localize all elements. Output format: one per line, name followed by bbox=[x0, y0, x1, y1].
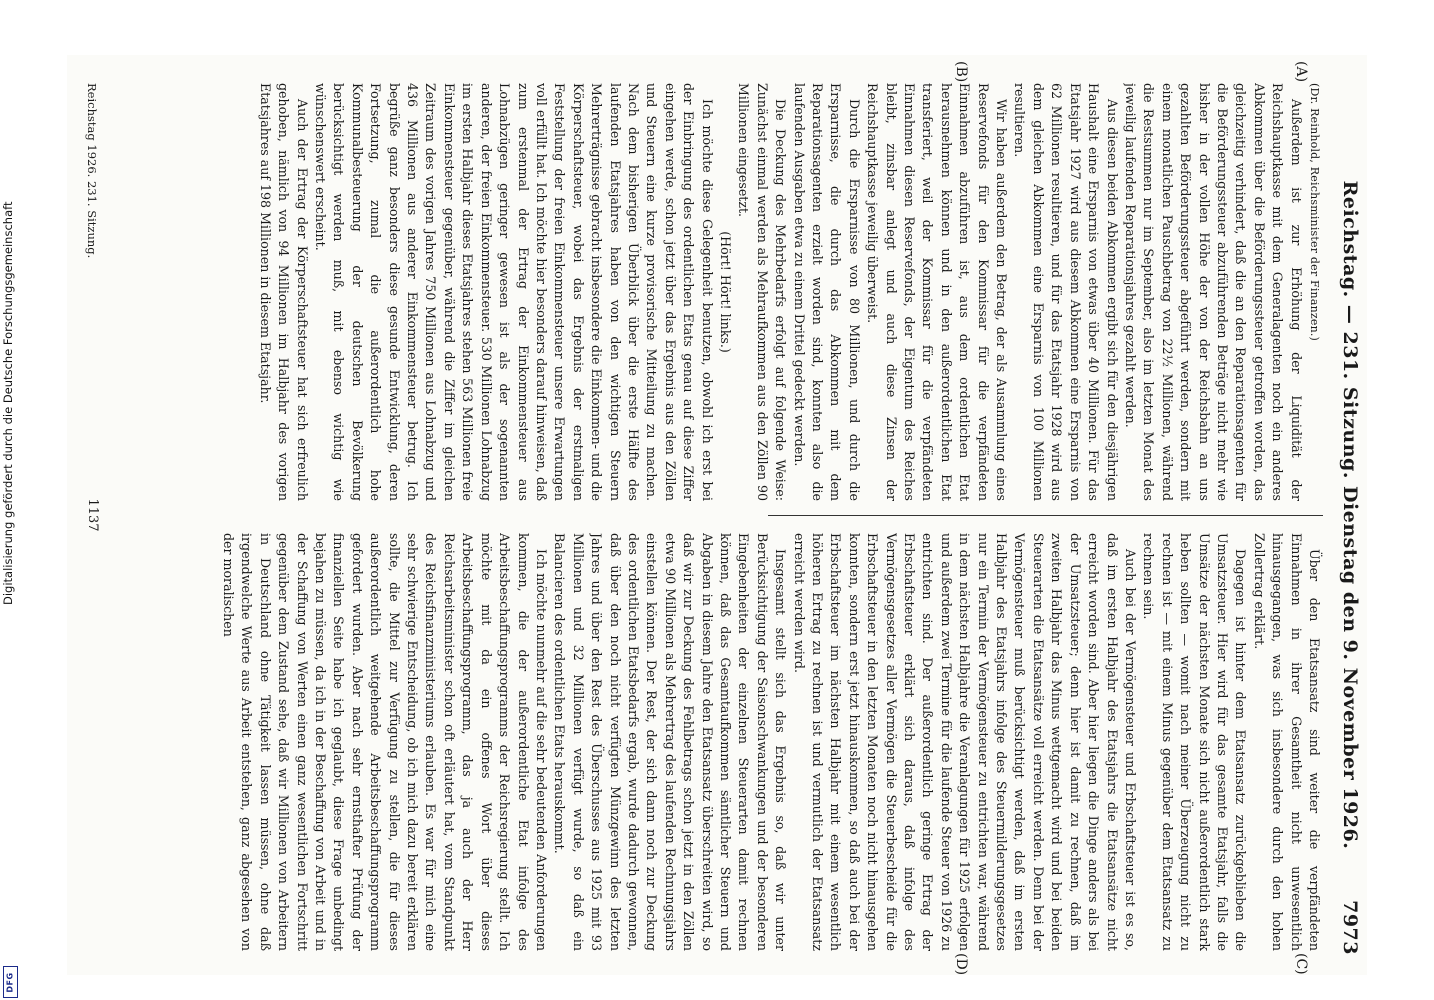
dfg-logo-text: DFG bbox=[6, 971, 16, 993]
paragraph: Auch der Ertrag der Körperschaftsteuer hat sich erfreulich gehoben, nämlich von 94 Millionen im Halbjahr des vorigen Etatsjahres auf 198 Millionen in diesem Etatsjahr. bbox=[257, 83, 310, 501]
paragraph: Dagegen ist hinter dem Etatsansatz zurückgeblieben die Umsatzsteuer. Hier wird für das gesamte Etatsjahr, falls die Umsätze der nächsten Monate sich nicht außerordentlich stark heben sollten — womit nach meiner Überzeugung nicht zu rechnen ist — mit einem Minus gegenüber dem Etatsansatz zu rechnen sein. bbox=[1141, 533, 1249, 951]
sheet-number: 1137 bbox=[85, 498, 100, 532]
margin-marker-b: (B) bbox=[953, 61, 969, 83]
session-footer: Reichstag 1926. 231. Sitzung. bbox=[85, 83, 99, 259]
paragraph: Auch bei der Vermögensteuer und Erbschaftsteuer ist es so, daß im ersten Halbjahr des Etatsjahrs die Etatsansätze nicht erreicht worden sind. Aber hier liegen die Dinge anders als bei der Umsatzsteuer; denn hier ist damit zu rechnen, daß im zweiten Halbjahr das Minus wettgemacht wird und bei beiden Steuerarten die Etatsansätze voll erreicht werden. Denn bei der Vermögensteuer muß berücksichtigt werden, daß im ersten Halbjahr des Etatsjahrs infolge des Steuermilderungsgesetzes nur ein Termin der Vermögensteuer zu entrichten war, während in dem nächsten Halbjahre die Veranlagungen für 1925 erfolgen und außerdem zwei Termine für die laufende Steuer von 1926 zu entrichten sind. Der außerordentlich geringe Ertrag der Erbschaftsteuer erklärt sich daraus, daß infolge des Vermögensgesetzes aller Vermögen die Steuerbescheide für die Erbschaftsteuer in den letzten Monaten noch nicht hinausgehen konnten, sondern erst jetzt hinauskommen, so daß auch bei der Erbschaftsteuer im nächsten Halbjahr mit einem wesentlich höheren Ertrag zu rechnen ist und vermutlich der Etatsansatz erreicht werden wird. bbox=[791, 533, 1138, 951]
page-number: 7973 bbox=[1339, 900, 1361, 955]
left-column bbox=[98, 83, 1323, 501]
page-header bbox=[1331, 75, 1361, 955]
interjection: (Hört! Hört! links.) bbox=[718, 231, 733, 353]
speaker-attribution: (Dr. Reinhold, Reichsminister der Finanzen.) bbox=[1308, 83, 1321, 342]
right-column bbox=[98, 533, 1323, 951]
paragraph: Wir haben außerdem den Betrag, der als Ausammlung eines Reservefonds für den Kommissar für die verpfändeten Einnahmen abzuführen ist, aus dem ordentlichen Etat herausnehmen können und in den außerordentlichen Etat transferiert, weil der Kommissar für die verpfändeten Einnahmen diesen Reservefonds, der Eigentum des Reiches bleibt, zinsbar anlegt und auch diese Zinsen der Reichshauptkasse jeweilig überweist. bbox=[865, 83, 1010, 501]
margin-marker-c: (C) bbox=[1293, 953, 1309, 975]
paragraph: Über den Etatsansatz sind weiter die verpfändeten Einnahmen in ihrer Gesamtheit nicht unwesentlich hinausgegangen, was sich insbesondere durch den hohen Zollertrag erklärt. bbox=[1251, 533, 1322, 951]
margin-marker-d: (D) bbox=[953, 953, 969, 976]
digitization-credit: Digitalisierung gefördert durch die Deutsche Forschungsgemeinschaft bbox=[1, 201, 15, 605]
digitization-strip bbox=[0, 0, 20, 1000]
paragraph: Außerdem ist zur Erhöhung der Liquidität der Reichshauptkasse mit dem Generalagenten noch ein anderes Abkommen über die Beförderungssteuer getroffen worden, das gleichzeitig verhindert, daß die an den Reparationsagenten für die Beförderungssteuer abzuführenden Beträge nicht mehr wie bisher in der vollen Höhe der von der Reichsbahn an uns gezahlten Beförderungssteuer abgeführt werden, sondern mit einem monatlichen Pauschbetrag von 22½ Millionen, während die Restsummen nur im September, also im letzten Monat des jeweilig laufenden Reparationsjahres gezahlt werden. bbox=[1122, 83, 1304, 501]
paragraph: Aus diesen beiden Abkommen ergibt sich für den diesjährigen Haushalt eine Ersparnis von etwas über 40 Millionen. Für das Etatsjahr 1927 wird aus diesem Abkommen eine Ersparnis von 62 Millionen resultieren, und für das Etatsjahr 1928 wird aus dem gleichen Abkommen eine Ersparnis von 100 Millionen resultieren. bbox=[1012, 83, 1120, 501]
page-title: Reichstag. — 231. Sitzung. Dienstag den 9. November 1926. bbox=[1339, 180, 1361, 850]
scanned-page bbox=[67, 55, 1367, 975]
paragraph: Durch die Ersparnisse von 80 Millionen, und durch die Ersparnisse, die durch das Abkommen mit dem Reparationsagenten erzielt worden sind, konnten also die laufenden Ausgaben etwa zu einem Drittel gedeckt werden. bbox=[791, 83, 862, 501]
column-divider bbox=[768, 515, 1323, 516]
paragraph: Die Deckung des Mehrbedarfs erfolgt auf folgende Weise: Zunächst einmal werden als Mehraufkommen aus den Zöllen 90 Millionen eingesetzt. bbox=[736, 83, 789, 501]
paragraph: Ich möchte nunmehr auf die sehr bedeutenden Anforderungen kommen, die der außerordentliche Etat infolge des Arbeitsbeschaffungsprogramms der Reichsregierung stellt. Ich möchte mit da ein offenes Wort über dieses Arbeitsbeschaffungsprogramm, das ja auch der Herr Reichsarbeitsminister schon oft erläutert hat, vom Standpunkt des Reichsfinanzministeriums erlauben. Es war für mich eine sehr schwierige Entscheidung, ob ich mich dazu bereit erklären sollte, die Mittel zur Verfügung zu stellen, die für dieses außerordentlich weitgehende Arbeitsbeschaffungsprogramm gefordert wurden. Aber nach sehr ernsthafter Prüfung der finanziellen Seite habe ich geglaubt, diese Frage unbedingt bejahen zu müssen, da ich in der Beschaffung von Arbeit und in der Schaffung von Werten einen ganz wesentlichen Fortschritt gegenüber dem Zustand sehe, daß wir Millionen von Arbeitern in Deutschland ohne Tätigkeit lassen müssen, ohne daß irgendwelche Werte aus Arbeit entstehen, ganz abgesehen von der moralischen bbox=[221, 533, 549, 951]
margin-marker-a: (A) bbox=[1293, 61, 1309, 83]
paragraph: Ich möchte diese Gelegenheit benutzen, obwohl ich erst bei der Einbringung des ordentlichen Etats genau auf diese Ziffer eingehen werde, schon jetzt über das Ergebnis aus den Zöllen und Steuern eine kurze provisorische Mitteilung zu machen. Nach dem bisherigen Überblick über die erste Hälfte des laufenden Etatsjahres haben von den wichtigen Steuern Mehrerträgnisse gebracht insbesondere die Einkommen- und die Körperschaftsteuer, wobei das Ergebnis der erstmaligen Feststellung der freien Einkommensteuer unsere Erwartungen voll erfüllt hat. Ich möchte hier besonders darauf hinweisen, daß zum erstenmal der Ertrag der Einkommensteuer aus Lohnabzügen geringer gewesen ist als der sogenannten anderen, der freien Einkommensteuer. 530 Millionen Lohnabzug im ersten Halbjahr dieses Etatsjahres stehen 563 Millionen freie Einkommensteuer gegenüber, während die Ziffer im gleichen Zeitraum des vorigen Jahres 750 Millionen aus Lohnabzug und 436 Millionen aus anderer Einkommensteuer betrug. Ich begrüße ganz besonders diese gesunde Entwicklung, deren Fortsetzung, zumal die außerordentlich hohe Kommunalbesteuerung der deutschen Bevölkerung berücksichtigt werden muß, mit ebenso wichtig wie wünschenswert erscheint. bbox=[313, 83, 715, 501]
dfg-logo-icon bbox=[3, 966, 18, 998]
paragraph: Insgesamt stellt sich das Ergebnis so, daß wir unter Berücksichtigung der Saisonschwankungen und der besonderen Eingebenheiten der einzelnen Steuerarten damit rechnen können, daß das Gesamtaufkommen sämtlicher Steuern und Abgaben in diesem Jahre den Etatsansatz überschreiten wird, so daß wir zur Deckung des Fehlbetrags schon jetzt in den Zöllen etwa 90 Millionen als Mehrertrag des laufenden Rechnungsjahrs einstellen können. Der Rest, der sich dann noch zur Deckung des ordentlichen Etatsbedarfs ergab, wurde dadurch gewonnen, daß über den noch nicht verfügten Münzgewinn des letzten Jahres und über den Rest des Überschusses aus 1925 mit 93 Millionen und 32 Millionen verfügt wurde, so daß ein Balancieren des ordentlichen Etats herauskommt. bbox=[552, 533, 789, 951]
